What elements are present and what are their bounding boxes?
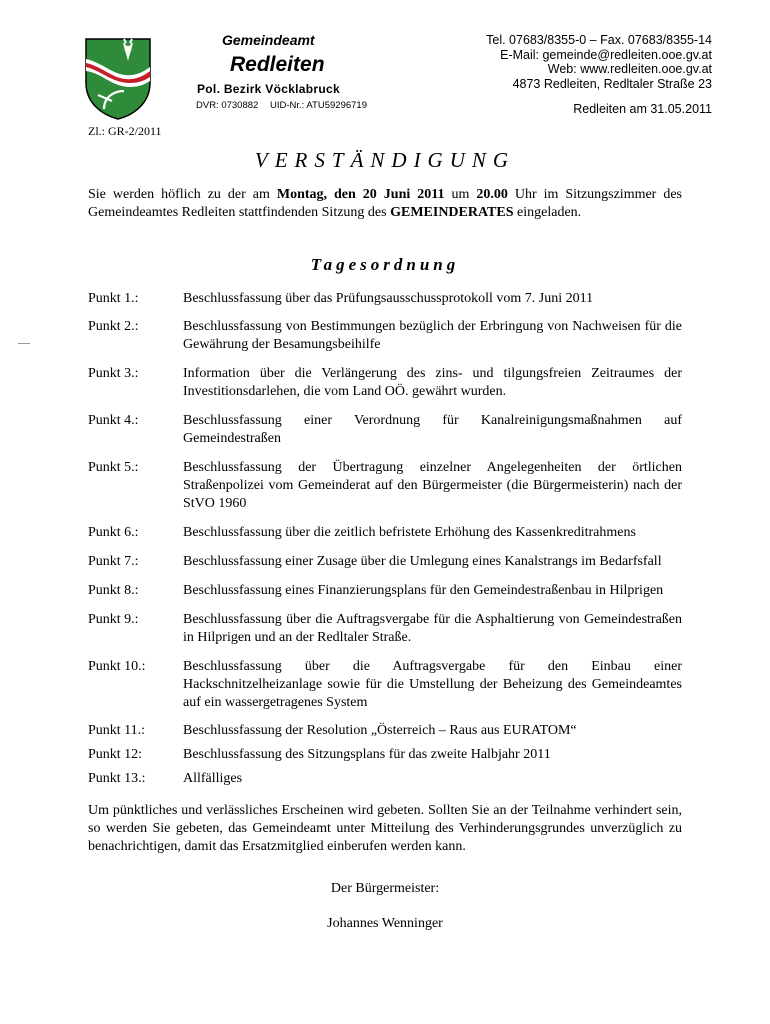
agenda-item-number: Punkt 6.: <box>88 525 139 540</box>
agenda-item <box>88 722 682 740</box>
contact-email: E-Mail: gemeinde@redleiten.ooe.gv.at <box>500 47 712 62</box>
agenda-item-text: Beschlussfassung einer Zusage über die Umlegung eines Kanalstrangs im Bedarfsfall <box>183 554 662 569</box>
closing-paragraph: Um pünktliches und verlässliches Erscheinen wird gebeten. Sollten Sie an der Teilnahme verhindert sein, so werden Sie gebeten, das Gemeindeamt unter Mitteilung des Verhinderungsgrundes unverzüglich zu benachrichtigen, damit das Ersatzmitglied einberufen werden kann. <box>88 803 682 854</box>
margin-mark <box>18 343 30 344</box>
document-title: VERSTÄNDIGUNG <box>254 148 516 172</box>
coat-of-arms-icon <box>84 37 152 121</box>
agenda-item-text: Information über die Verlängerung des zins- und tilgungsfreien Zeitraumes der Investitionsdarlehen, die vom Land OÖ. gewährt wurden. <box>183 366 682 399</box>
agenda-item-text: Beschlussfassung des Sitzungsplans für das zweite Halbjahr 2011 <box>183 747 551 762</box>
agenda-item-text: Beschlussfassung eines Finanzierungsplans für den Gemeindestraßenbau in Hilprigen <box>183 583 664 598</box>
meeting-time: 20.00 <box>476 187 508 202</box>
agenda-item <box>88 318 682 354</box>
agenda-item-text: Beschlussfassung über die Auftragsvergabe für den Einbau einer Hackschnitzelheizanlage sowie für die Umstellung der Beheizung des Gemeindeamtes auf ein wassergetragenes System <box>183 659 682 710</box>
agenda-item-number: Punkt 9.: <box>88 612 139 627</box>
agenda-item-number: Punkt 11.: <box>88 723 146 738</box>
meeting-date: Montag, den 20 Juni 2011 <box>276 187 445 202</box>
agenda-item-number: Punkt 13.: <box>88 771 146 786</box>
agenda-item-text: Beschlussfassung einer Verordnung für Kanalreinigungsmaßnahmen auf Gemeindestraßen <box>183 413 682 446</box>
intro-text-1: Sie werden höflich zu der am <box>88 187 277 202</box>
intro-text-2: um <box>444 187 477 202</box>
agenda-item <box>88 770 682 788</box>
contact-address: 4873 Redleiten, Redltaler Straße 23 <box>512 76 712 91</box>
contact-block <box>486 33 712 91</box>
agenda-item-number: Punkt 2.: <box>88 319 139 334</box>
agenda-item <box>88 746 682 764</box>
agenda-title: Tagesordnung <box>310 255 460 274</box>
intro-text-4: eingeladen. <box>513 205 582 220</box>
agenda-item <box>88 611 682 647</box>
org-name: Gemeindeamt <box>222 32 315 48</box>
agenda-item <box>88 553 682 571</box>
agenda-item-text: Beschlussfassung der Resolution „Österreich – Raus aus EURATOM“ <box>183 723 577 738</box>
agenda-list <box>88 290 682 788</box>
place-date: Redleiten am 31.05.2011 <box>573 102 712 116</box>
agenda-item <box>88 412 682 448</box>
agenda-item-text: Beschlussfassung über das Prüfungsausschussprotokoll vom 7. Juni 2011 <box>183 291 594 306</box>
agenda-item-number: Punkt 7.: <box>88 554 139 569</box>
agenda-item-text: Beschlussfassung der Übertragung einzelner Angelegenheiten der örtlichen Straßenpolizei vom Gemeinderat auf den Bürgermeister (die Bürgermeisterin) nach der StVO 1960 <box>183 460 682 511</box>
contact-phone: Tel. 07683/8355-0 – Fax. 07683/8355-14 <box>486 33 712 47</box>
agenda-item-number: Punkt 8.: <box>88 583 139 598</box>
agenda-item-number: Punkt 1.: <box>88 291 139 306</box>
intro-text-3: Uhr im Sitzungszimmer des Gemeindeamtes Redleiten stattfindenden Sitzung des <box>88 187 682 220</box>
signature-name: Johannes Wenninger <box>327 916 443 931</box>
uid-number: UID-Nr.: ATU59296719 <box>270 100 367 111</box>
agenda-item <box>88 290 682 308</box>
agenda-item <box>88 524 682 542</box>
agenda-item-number: Punkt 3.: <box>88 366 139 381</box>
dvr-number: DVR: 0730882 <box>196 100 259 111</box>
agenda-item-text: Beschlussfassung über die Auftragsvergabe für die Asphaltierung von Gemeindestraßen in Hilprigen und an der Redltaler Straße. <box>183 612 682 645</box>
agenda-item-number: Punkt 5.: <box>88 460 139 475</box>
agenda-item <box>88 582 682 600</box>
agenda-item <box>88 365 682 401</box>
agenda-item-text: Beschlussfassung von Bestimmungen bezüglich der Erbringung von Nachweisen für die Gewährung der Besamungsbeihilfe <box>183 319 682 352</box>
org-district: Pol. Bezirk Vöcklabruck <box>197 82 340 96</box>
agenda-item-number: Punkt 4.: <box>88 413 139 428</box>
agenda-item-text: Beschlussfassung über die zeitlich befristete Erhöhung des Kassenkreditrahmens <box>183 525 636 540</box>
agenda-item <box>88 459 682 513</box>
agenda-item <box>88 658 682 712</box>
contact-web: Web: www.redleiten.ooe.gv.at <box>547 62 712 76</box>
org-town: Redleiten <box>230 53 325 76</box>
agenda-item-number: Punkt 10.: <box>88 659 146 674</box>
agenda-item-number: Punkt 12: <box>88 747 143 762</box>
intro-paragraph <box>88 186 682 222</box>
agenda-item-text: Allfälliges <box>183 771 243 786</box>
reference-number: Zl.: GR-2/2011 <box>88 124 162 138</box>
meeting-body: GEMEINDERATES <box>390 205 514 220</box>
signature-title: Der Bürgermeister: <box>330 881 440 896</box>
